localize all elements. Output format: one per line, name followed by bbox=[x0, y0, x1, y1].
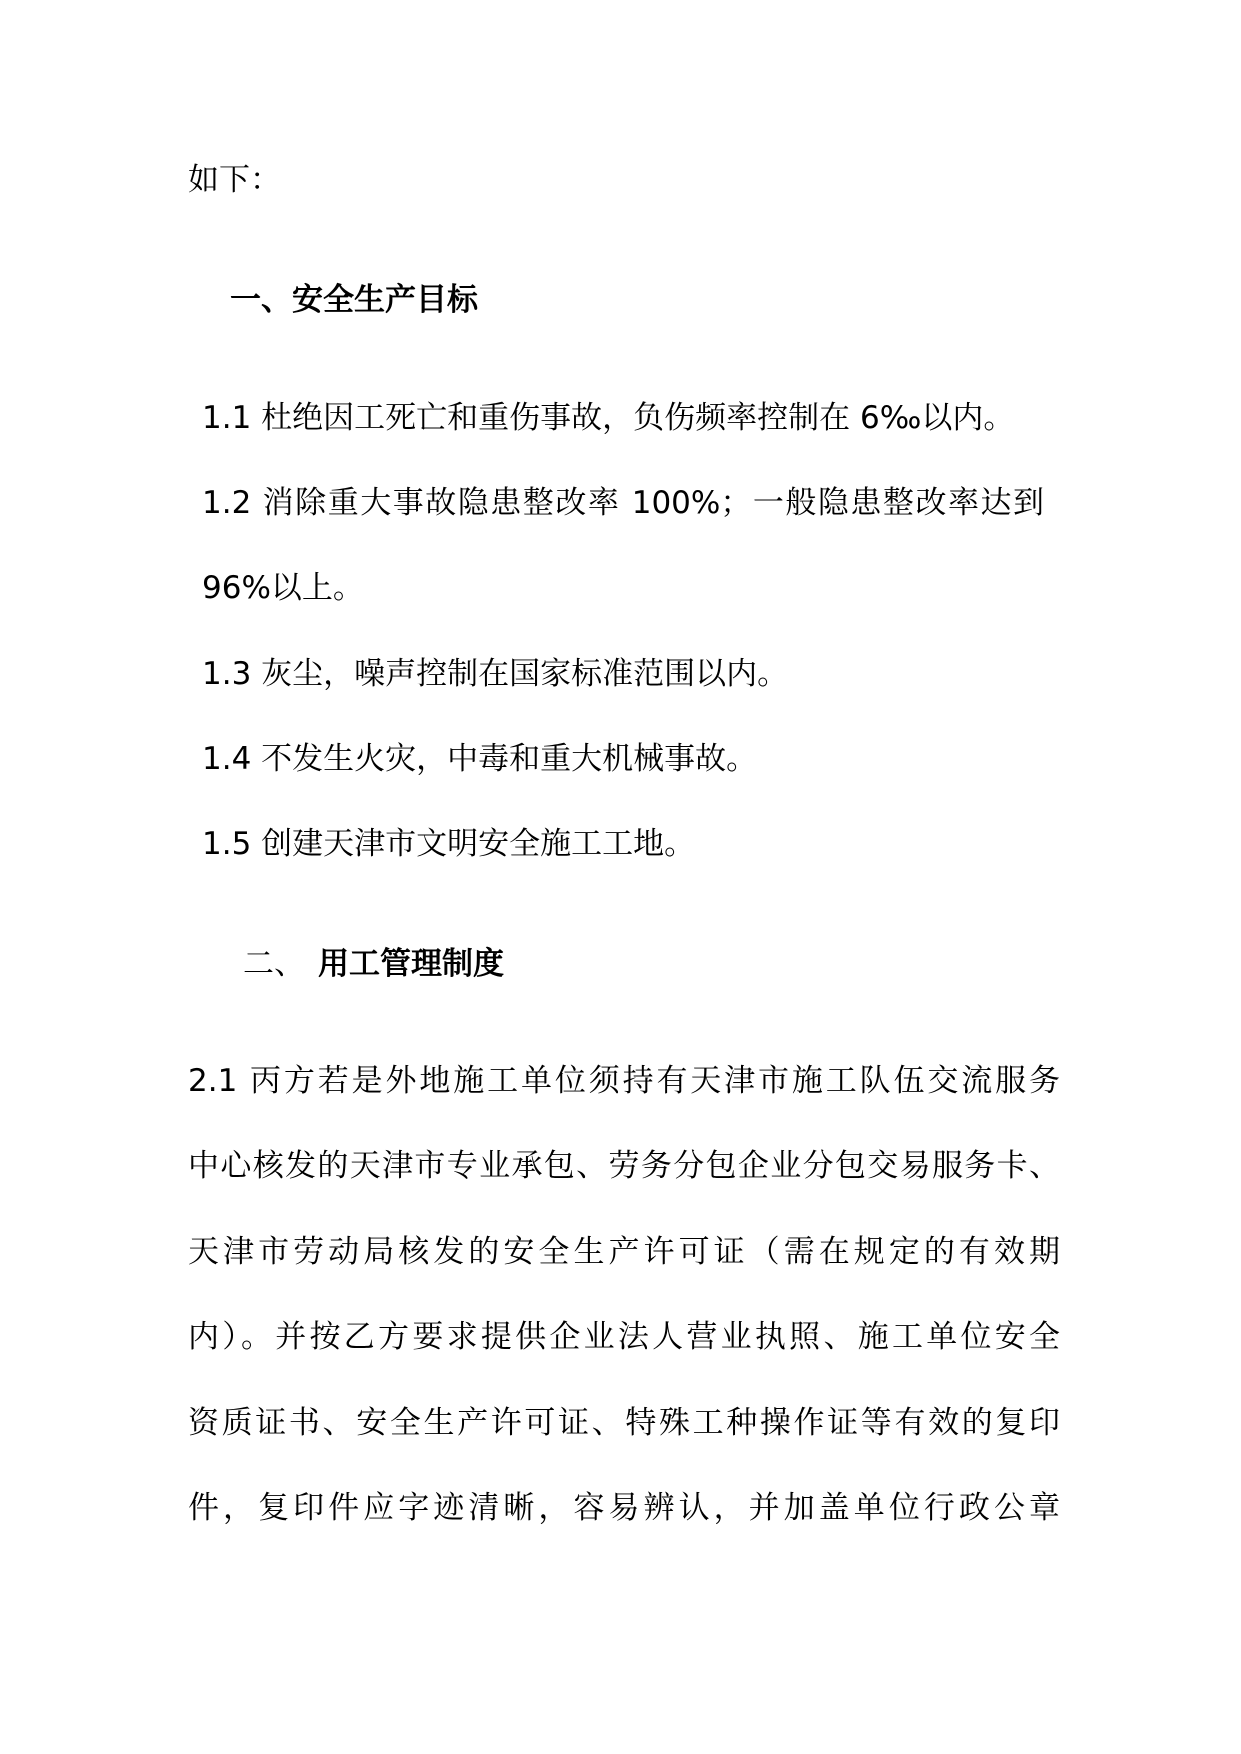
section1-item-3: 1.3 灰尘，噪声控制在国家标准范围以内。 bbox=[202, 656, 789, 692]
section2-line-2: 中心核发的天津市专业承包、劳务分包企业分包交易服务卡、 bbox=[188, 1148, 1060, 1184]
section1-item-4: 1.4 不发生火灾，中毒和重大机械事故。 bbox=[202, 741, 758, 777]
section1-item-1: 1.1 杜绝因工死亡和重伤事故，负伤频率控制在 6‰以内。 bbox=[202, 400, 1015, 436]
section2-line-6: 件，复印件应字迹清晰，容易辨认，并加盖单位行政公章 bbox=[188, 1490, 1060, 1526]
section2-line-1: 2.1 丙方若是外地施工单位须持有天津市施工队伍交流服务 bbox=[188, 1063, 1060, 1099]
section2-line-4: 内）。并按乙方要求提供企业法人营业执照、施工单位安全 bbox=[188, 1319, 1060, 1355]
section1-item-5: 1.5 创建天津市文明安全施工工地。 bbox=[202, 826, 696, 862]
section2-title: 用工管理制度 bbox=[318, 946, 504, 982]
section1-heading: 一、安全生产目标 bbox=[230, 282, 478, 318]
section2-number: 二、 bbox=[243, 946, 305, 982]
section2-line-5: 资质证书、安全生产许可证、特殊工种操作证等有效的复印 bbox=[188, 1405, 1060, 1441]
section2-line-3: 天津市劳动局核发的安全生产许可证（需在规定的有效期 bbox=[188, 1234, 1060, 1270]
section1-item-2: 1.2 消除重大事故隐患整改率 100%；一般隐患整改率达到 bbox=[202, 485, 1044, 521]
section1-item-2-cont: 96%以上。 bbox=[202, 570, 364, 606]
intro-text: 如下： bbox=[188, 162, 281, 198]
